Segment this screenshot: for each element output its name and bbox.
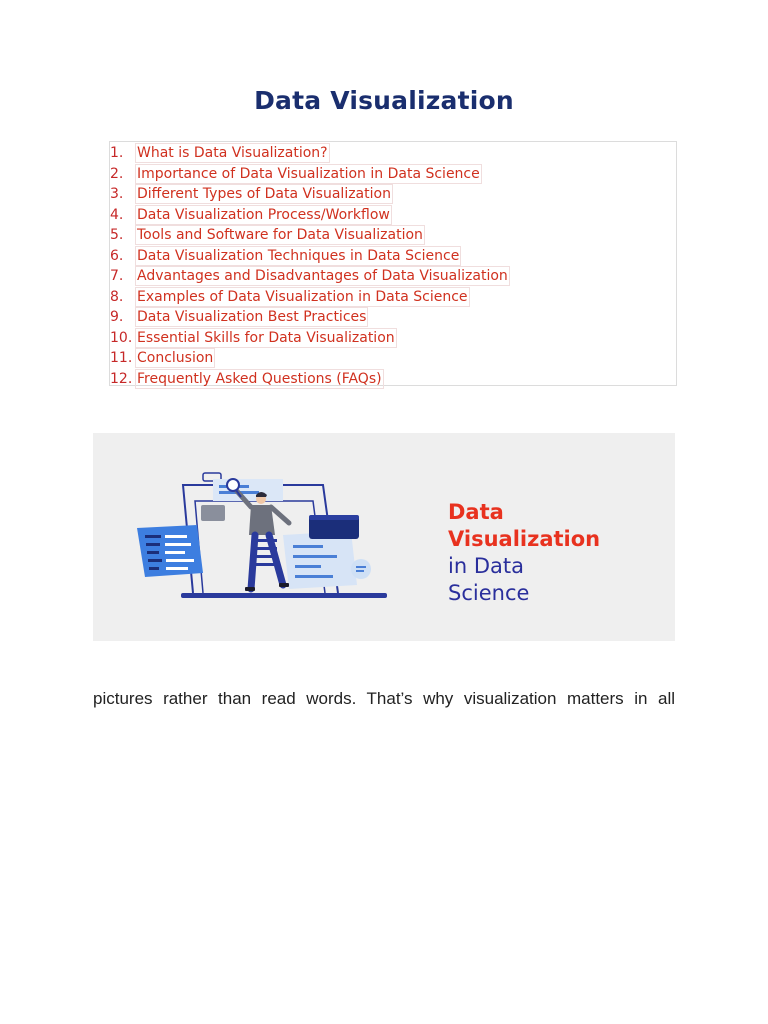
toc-link[interactable]: Examples of Data Visualization in Data Science [137, 288, 468, 305]
hero-banner [93, 433, 675, 641]
toc-link[interactable]: Data Visualization Techniques in Data Science [137, 247, 460, 264]
toc-item [110, 143, 676, 164]
toc-number: 11. [110, 350, 133, 367]
data-visualization-illustration [133, 465, 393, 605]
banner-line-2: Visualization [448, 527, 601, 551]
table-of-contents [109, 141, 677, 386]
page-title: Data Visualization [254, 86, 514, 115]
toc-item [110, 307, 676, 328]
toc-number: 7. [110, 268, 124, 285]
toc-number: 12. [110, 370, 133, 387]
banner-line-3: in Data [448, 554, 524, 578]
magnifier-icon [227, 479, 239, 491]
toc-item [110, 164, 676, 185]
toc-item [110, 328, 676, 349]
toc-number: 10. [110, 329, 133, 346]
toc-number: 2. [110, 165, 124, 182]
toc-link[interactable]: Tools and Software for Data Visualization [137, 227, 423, 244]
toc-item [110, 205, 676, 226]
platform-base [181, 593, 387, 598]
banner-line-4: Science [448, 581, 530, 605]
toc-item [110, 287, 676, 308]
document-panel [283, 531, 357, 589]
toc-link[interactable]: Different Types of Data Visualization [137, 186, 391, 203]
toc-number: 5. [110, 227, 124, 244]
toc-link[interactable]: Data Visualization Best Practices [137, 309, 367, 326]
toc-number: 4. [110, 206, 124, 223]
banner-line-1: Data [448, 500, 504, 524]
toc-link[interactable]: What is Data Visualization? [137, 145, 328, 162]
toc-item [110, 246, 676, 267]
toc-item [110, 266, 676, 287]
toc-link[interactable]: Data Visualization Process/Workflow [137, 206, 390, 223]
toc-item [110, 225, 676, 246]
toc-number: 9. [110, 309, 124, 326]
body-paragraph: pictures rather than read words. That’s why visualization matters in all [93, 689, 675, 708]
toc-number: 3. [110, 186, 124, 203]
toc-link[interactable]: Conclusion [137, 350, 214, 367]
toc-link[interactable]: Frequently Asked Questions (FAQs) [137, 370, 382, 387]
toc-link[interactable]: Advantages and Disadvantages of Data Visualization [137, 268, 508, 285]
toc-number: 1. [110, 145, 124, 162]
banner-heading [448, 499, 600, 607]
toc-number: 8. [110, 288, 124, 305]
toc-link[interactable]: Importance of Data Visualization in Data Science [137, 165, 480, 182]
toc-number: 6. [110, 247, 124, 264]
toc-item [110, 369, 676, 390]
toc-item [110, 348, 676, 369]
toc-link[interactable]: Essential Skills for Data Visualization [137, 329, 395, 346]
toc-item [110, 184, 676, 205]
